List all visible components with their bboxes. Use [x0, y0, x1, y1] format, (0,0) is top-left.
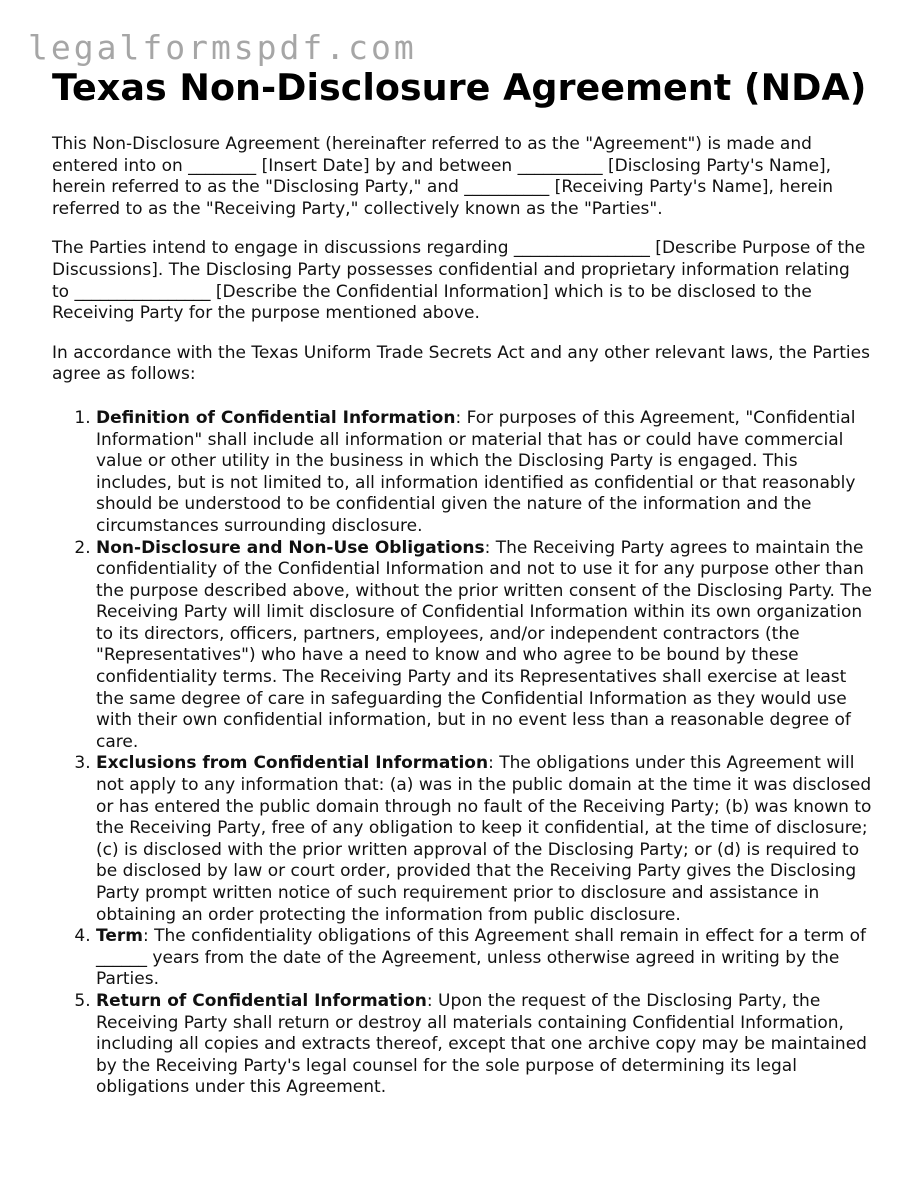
clause-text: : The Receiving Party agrees to maintain the confidentiality of the Confidential Information and not to use it for any purpose other than the purpose described above, without the prior written consent of the Disclosing Party. The Receiving Party will limit disclosure of Confidential Information within its own organization to its directors, officers, partners, employees, and/or independent contractors (the "Representatives") who have a need to know and who agree to be bound by these confidentiality terms. The Receiving Party and its Representatives shall exercise at least the same degree of care in safeguarding the Confidential Information as they would use with their own confidential information, but in no event less than a reasonable degree of care.	[96, 537, 872, 752]
page-title: Texas Non-Disclosure Agreement (NDA)	[52, 66, 867, 109]
intro-paragraph: This Non-Disclosure Agreement (hereinafter referred to as the "Agreement") is made and entered into on ________ [Insert Date] by and between __________ [Disclosing Party's Name], herein referred to as the "Disclosing Party," and __________ [Receiving Party's Name], herein referred to as the "Receiving Party," collectively known as the "Parties".	[52, 134, 834, 219]
document-body	[52, 134, 872, 1099]
purpose-paragraph: The Parties intend to engage in discussions regarding ________________ [Describe Purpose of the Discussions]. The Disclosing Party possesses confidential and proprietary information relating to ________________ [Describe the Confidential Information] which is to be disclosed to the Receiving Party for the purpose mentioned above.	[52, 238, 866, 324]
watermark: legalformspdf.com	[28, 28, 417, 67]
clause-heading: Non-Disclosure and Non-Use Obligations	[96, 537, 485, 558]
clause-text: : The confidentiality obligations of this Agreement shall remain in effect for a term of ______ years from the date of the Agreement, unless otherwise agreed in writing by the Parties.	[96, 926, 867, 990]
clause-heading: Return of Confidential Information	[96, 990, 427, 1011]
clause-text: : Upon the request of the Disclosing Party, the Receiving Party shall return or destroy all materials containing Confidential Information, including all copies and extracts thereof, except that one archive copy may be maintained by the Receiving Party's legal counsel for the sole purpose of determining its legal obligations under this Agreement.	[96, 990, 867, 1098]
clause-heading: Exclusions from Confidential Information	[96, 753, 489, 774]
clause-item	[96, 408, 872, 538]
clause-list	[52, 408, 872, 1099]
clause-item	[96, 926, 872, 991]
clause-heading: Term	[96, 926, 143, 947]
clause-item	[96, 753, 872, 926]
clause-text: : For purposes of this Agreement, "Confidential Information" shall include all information or material that has or could have commercial value or other utility in the business in which the Disclosing Party is engaged. This includes, but is not limited to, all information identified as confidential or that reasonably should be understood to be confidential given the nature of the information and the circumstances surrounding disclosure.	[96, 407, 856, 536]
clause-item	[96, 991, 872, 1099]
clause-item	[96, 538, 872, 754]
clause-heading: Definition of Confidential Information	[96, 407, 456, 428]
agreement-paragraph: In accordance with the Texas Uniform Trade Secrets Act and any other relevant laws, the Parties agree as follows:	[52, 342, 870, 385]
clause-text: : The obligations under this Agreement will not apply to any information that: (a) was in the public domain at the time it was disclosed or has entered the public domain through no fault of the Receiving Party; (b) was known to the Receiving Party, free of any obligation to keep it confidential, at the time of disclosure; (c) is disclosed with the prior written approval of the Disclosing Party; or (d) is required to be disclosed by law or court order, provided that the Receiving Party gives the Disclosing Party prompt written notice of such requirement prior to disclosure and assistance in obtaining an order protecting the information from public disclosure.	[96, 753, 872, 925]
